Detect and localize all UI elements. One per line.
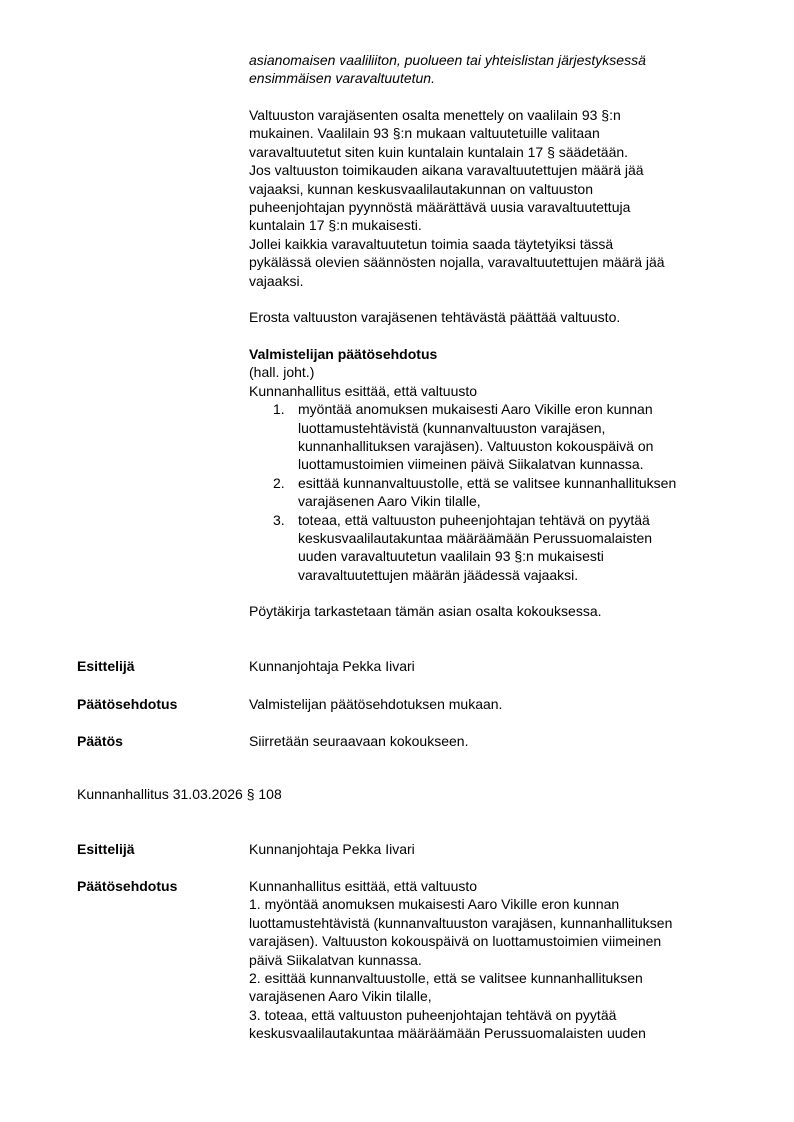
text-line: toteaa, että valtuuston puheenjohtajan tehtävä on pyytää xyxy=(298,511,650,528)
decision-label: Päätös xyxy=(77,733,123,749)
text-line: varajäsenen Aaro Vikin tilalle, xyxy=(249,988,432,1005)
list-item xyxy=(249,474,731,511)
text-line: vajaaksi, kunnan keskusvaalilautakunnan on valtuuston xyxy=(249,180,594,197)
list-number: 1. xyxy=(273,401,285,418)
text-line: varavaltuutettujen määrän jäädessä vajaaksi. xyxy=(298,566,579,583)
presenter-value: Kunnanjohtaja Pekka Iivari xyxy=(249,841,415,857)
list-number: 3. xyxy=(273,511,285,528)
text-line: Erosta valtuuston varajäsenen tehtävästä päättää valtuusto. xyxy=(249,309,621,325)
text-line: keskusvaalilautakuntaa määräämään Perussuomalaisten uuden xyxy=(249,1025,646,1042)
text-line: kunnanhallituksen varajäsen). Valtuuston kokouspäivä on xyxy=(298,438,654,455)
intro-paragraph-2 xyxy=(249,308,731,326)
text-line: Valtuuston varajäsenten osalta menettely on vaalilain 93 §:n xyxy=(249,107,621,123)
text-line: päivä Siikalatvan kunnassa. xyxy=(249,951,422,968)
list-item xyxy=(249,400,731,474)
text-line: Kunnanhallitus esittää, että valtuusto xyxy=(249,878,478,894)
decision-proposal-text xyxy=(249,877,731,1043)
text-line: Pöytäkirja tarkastetaan tämän asian osalta kokouksessa. xyxy=(249,603,602,619)
text-line: myöntää anomuksen mukaisesti Aaro Vikille eron kunnan xyxy=(298,401,653,418)
decision-value: Siirretään seuraavaan kokoukseen. xyxy=(249,733,469,749)
text-line: esittää kunnanvaltuustolle, että se valitsee kunnanhallituksen xyxy=(298,474,677,491)
list-number: 2. xyxy=(273,474,285,491)
text-line: puheenjohtajan pyynnöstä määrättävä uusia varavaltuutettuja xyxy=(249,199,631,216)
proposal-closing xyxy=(249,602,731,620)
decision-proposal-label: Päätösehdotus xyxy=(77,696,178,712)
decision-proposal-label: Päätösehdotus xyxy=(77,878,178,894)
intro-italic-line: ensimmäisen varavaltuutetun. xyxy=(249,70,435,87)
presenter-value: Kunnanjohtaja Pekka Iivari xyxy=(249,658,415,674)
text-line: luottamustehtävistä (kunnanvaltuuston varajäsen, xyxy=(298,419,606,436)
intro-paragraph-1 xyxy=(249,106,731,290)
text-line: mukainen. Vaalilain 93 §:n mukaan valtuutetuille valitaan xyxy=(249,125,600,142)
text-line: 3. toteaa, että valtuuston puheenjohtajan tehtävä on pyytää xyxy=(249,1006,617,1023)
presenter-label: Esittelijä xyxy=(77,841,135,857)
proposal-section xyxy=(249,345,731,584)
text-line: varajäsen). Valtuuston kokouspäivä on luottamustoimien viimeinen xyxy=(249,933,662,950)
proposal-list xyxy=(249,400,731,584)
text-line: Jos valtuuston toimikauden aikana varavaltuutettujen määrä jää xyxy=(249,162,644,179)
list-item xyxy=(249,511,731,585)
text-line: pykälässä olevien säännösten nojalla, varavaltuutettujen määrä jää xyxy=(249,254,665,271)
text-line: varajäsenen Aaro Vikin tilalle, xyxy=(298,493,481,510)
text-line: 1. myöntää anomuksen mukaisesti Aaro Vikille eron kunnan xyxy=(249,896,620,913)
proposal-sub: (hall. joht.) xyxy=(249,364,315,381)
text-line: kuntalain 17 §:n mukaisesti. xyxy=(249,217,422,234)
text-line: uuden varavaltuutetun vaalilain 93 §:n mukaisesti xyxy=(298,548,604,565)
proposal-lead: Kunnanhallitus esittää, että valtuusto xyxy=(249,382,478,399)
intro-italic-line: asianomaisen vaaliliiton, puolueen tai yhteislistan järjestyksessä xyxy=(249,52,646,68)
text-line: 2. esittää kunnanvaltuustolle, että se valitsee kunnanhallituksen xyxy=(249,970,643,987)
intro-section xyxy=(249,51,731,88)
decision-proposal-value: Valmistelijan päätösehdotuksen mukaan. xyxy=(249,696,503,712)
presenter-label: Esittelijä xyxy=(77,658,135,674)
text-line: keskusvaalilautakuntaa määräämään Perussuomalaisten xyxy=(298,530,653,547)
proposal-heading: Valmistelijan päätösehdotus xyxy=(249,346,438,362)
text-line: varavaltuutetut siten kuin kuntalain kuntalain 17 § säädetään. xyxy=(249,143,629,160)
meeting-reference: Kunnanhallitus 31.03.2026 § 108 xyxy=(77,786,282,802)
text-line: Jollei kaikkia varavaltuutetun toimia saada täytetyiksi tässä xyxy=(249,235,614,252)
text-line: luottamustoimien viimeinen päivä Siikalatvan kunnassa. xyxy=(298,456,644,473)
text-line: vajaaksi. xyxy=(249,272,304,289)
text-line: luottamustehtävistä (kunnanvaltuuston varajäsen, kunnanhallituksen xyxy=(249,914,673,931)
